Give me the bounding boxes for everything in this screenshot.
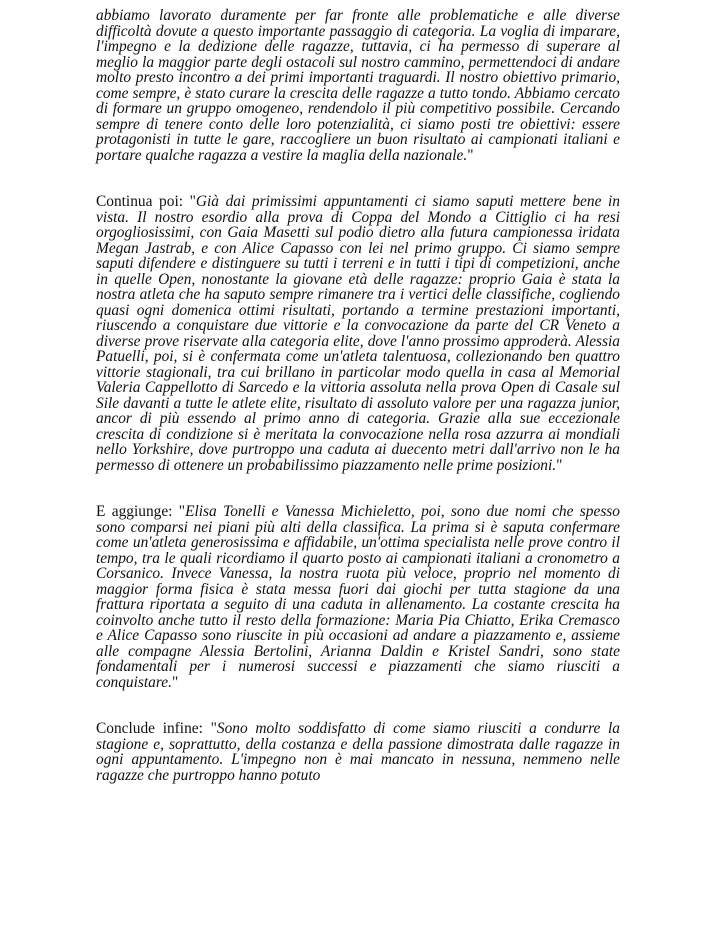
paragraph-tail: " [556, 456, 563, 474]
paragraph-tail: " [171, 673, 179, 691]
paragraph-lead: Continua poi: " [96, 193, 196, 210]
paragraph-tail: " [467, 146, 474, 164]
paragraph-lead: E aggiunge: " [96, 503, 186, 520]
paragraph-e-aggiunge [96, 504, 620, 690]
paragraph-lead: Conclude infine: " [96, 720, 217, 737]
paragraph-quote: Già dai primissimi appuntamenti ci siamo saputi mettere bene in vista. Il nostro esordio alla prova di Coppa del Mondo a Cittiglio ci ha resi orgogliosissimi, con Gaia Masetti sul podio dietro alla futura campionessa iridata Megan Jastrab, e con Alice Capasso con lei nel primo gruppo. Ci siamo sempre saputi difendere e distinguere su tutti i terreni e in tutti i tipi di competizioni, anche in quelle Open, nonostante la giovane età delle ragazze: proprio Gaia è stata la nostra atleta che ha saputo sempre rimanere tra i vertici delle classifiche, cogliendo quasi ogni domenica ottimi risultati, portando a termine prestazioni importanti, riuscendo a conquistare due vittorie e la convocazione da parte del CR Veneto a diverse prove riservate alla categoria elite, dove l'anno prossimo approderà. Alessia Patuelli, poi, si è confermata come un'atleta talentuosa, collezionando ben quattro vittorie stagionali, tra cui brillano in particolar modo quella in casa al Memorial Valeria Cappellotto di Sarcedo e la vittoria assoluta nella prova Open di Casale sul Sile davanti a tutte le atlete elite, risultato di assoluto valore per una ragazza junior, ancor di più essendo al primo anno di categoria. Grazie alla sue eccezionale crescita di condizione si è meritata la convocazione nella rosa azzurra ai mondiali nello Yorkshire, dove purtroppo una caduta ai duecento metri dall'arrivo non le ha permesso di ottenere un probabilissimo piazzamento nelle prime posizioni. [96, 193, 620, 474]
paragraph-conclude-infine [96, 721, 620, 783]
document-page [96, 8, 620, 783]
paragraph-intro-quote [96, 8, 620, 163]
paragraph-quote: abbiamo lavorato duramente per far fronte alle problematiche e alle diverse difficoltà dovute a questo importante passaggio di categoria. La voglia di imparare, l'impegno e la dedizione delle ragazze, tuttavia, ci ha permesso di superare al meglio la maggior parte degli ostacoli sul nostro cammino, permettendoci di andare molto presto incontro a dei primi importanti traguardi. Il nostro obiettivo primario, come sempre, è stato curare la crescita delle ragazze a tutto tondo. Abbiamo cercato di formare un gruppo omogeneo, rendendolo il più competitivo possibile. Cercando sempre di tenere conto delle loro potenzialità, ci siamo posti tre obiettivi: essere protagonisti in tutte le gare, raccogliere un buon risultato ai campionati italiani e portare qualche ragazza a vestire la maglia della nazionale. [96, 7, 620, 164]
paragraph-quote: Elisa Tonelli e Vanessa Michieletto, poi, sono due nomi che spesso sono comparsi nei piani più alti della classifica. La prima si è saputa confermare come un'atleta generosissima e affidabile, un'ottima specialista nelle prove contro il tempo, tra le quali ricordiamo il quarto posto ai campionati italiani a cronometro a Corsanico. Invece Vanessa, la nostra ruota più veloce, proprio nel momento di maggior forma fisica è stata messa fuori dai giochi per tutta stagione da una frattura riportata a seguito di una caduta in allenamento. La costante crescita ha coinvolto anche tutto il resto della formazione: Maria Pia Chiatto, Erika Cremasco e Alice Capasso sono riuscite in più occasioni ad andare a piazzamento e, assieme alle compagne Alessia Bertolini, Arianna Daldin e Kristel Sandri, sono state fondamentali per i numerosi successi e piazzamenti che siamo riusciti a conquistare. [96, 503, 620, 691]
paragraph-quote: Sono molto soddisfatto di come siamo riusciti a condurre la stagione e, soprattutto, della costanza e della passione dimostrata dalle ragazze in ogni appuntamento. L'impegno non è mai mancato in nessuna, nemmeno nelle ragazze che purtroppo hanno potuto [96, 720, 621, 784]
paragraph-continua-poi [96, 194, 620, 473]
